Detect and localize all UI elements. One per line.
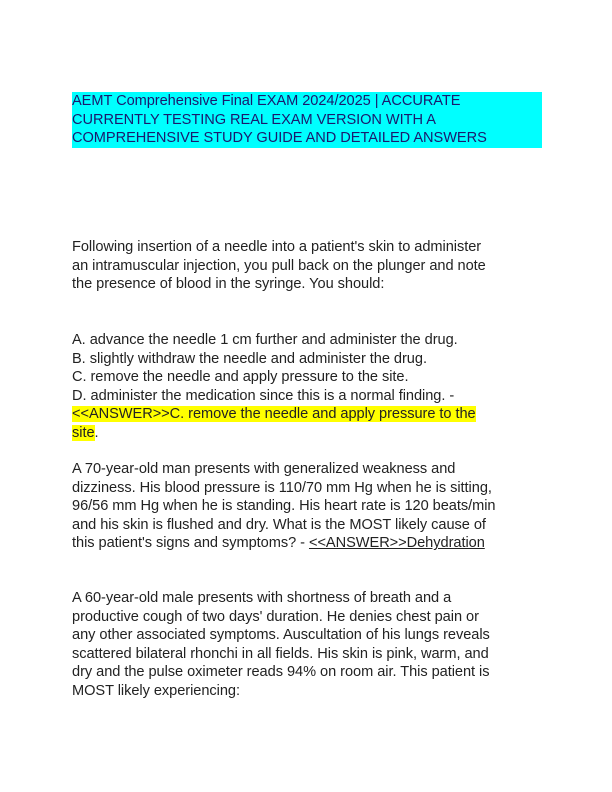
stem-line: any other associated symptoms. Auscultation of his lungs reveals (72, 627, 490, 644)
stem-line: Following insertion of a needle into a patient's skin to administer (72, 239, 482, 255)
stem-prefix: this patient's signs and symptoms? - (72, 535, 309, 552)
question-2 (72, 460, 552, 553)
stem-line: dizziness. His blood pressure is 110/70 mm Hg when he is sitting, (72, 479, 492, 496)
title-line: AEMT Comprehensive Final EXAM 2024/2025 | ACCURATE (72, 92, 542, 111)
title-line: COMPREHENSIVE STUDY GUIDE AND DETAILED ANSWERS (72, 129, 542, 148)
answer-highlight: <<ANSWER>>C. remove the needle and apply pressure to the (72, 406, 476, 423)
stem-line (72, 534, 552, 553)
answer-text: <<ANSWER>>Dehydration (308, 535, 485, 552)
stem-line: dry and the pulse oximeter reads 94% on room air. This patient is (72, 664, 490, 681)
stem-line: A 70-year-old man presents with generalized weakness and (72, 461, 456, 477)
question-3-stem (72, 589, 552, 701)
stem-line: and his skin is flushed and dry. What is the MOST likely cause of (72, 516, 486, 533)
answer-tail: . (94, 424, 99, 441)
answer-line (72, 405, 552, 424)
stem-line: the presence of blood in the syringe. You should: (72, 276, 385, 293)
question-1-options (72, 331, 552, 443)
stem-line: A 60-year-old male presents with shortness of breath and a (72, 590, 452, 606)
option-b: B. slightly withdraw the needle and administer the drug. (72, 350, 427, 367)
stem-line: 96/56 mm Hg when he is standing. His heart rate is 120 beats/min (72, 498, 496, 515)
title-line: CURRENTLY TESTING REAL EXAM VERSION WITH A (72, 111, 542, 130)
option-d: D. administer the medication since this is a normal finding. - (72, 387, 455, 404)
answer-highlight: site (72, 424, 95, 441)
option-c: C. remove the needle and apply pressure to the site. (72, 369, 409, 386)
document-title (72, 92, 542, 148)
question-1-stem (72, 238, 552, 294)
stem-line: scattered bilateral rhonchi in all fields. His skin is pink, warm, and (72, 645, 489, 662)
stem-line: MOST likely experiencing: (72, 682, 240, 699)
answer-line (72, 424, 552, 443)
stem-line: productive cough of two days' duration. He denies chest pain or (72, 608, 479, 625)
option-a: A. advance the needle 1 cm further and administer the drug. (72, 332, 458, 348)
stem-line: an intramuscular injection, you pull back on the plunger and note (72, 257, 486, 274)
